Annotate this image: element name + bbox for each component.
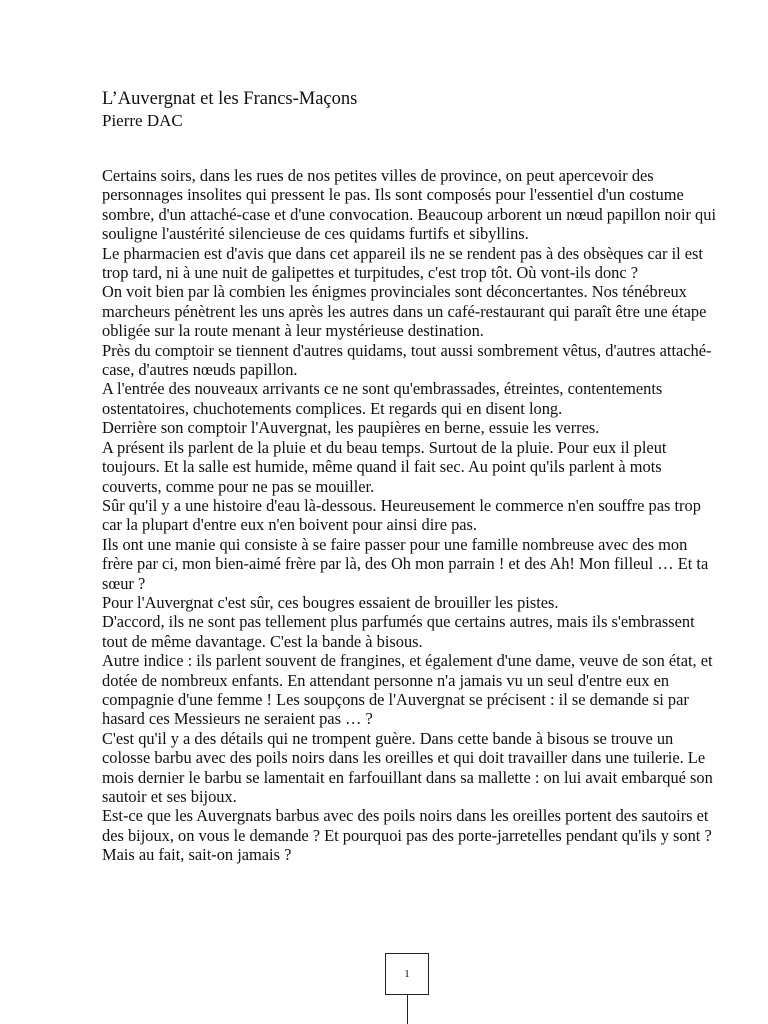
- paragraph: Autre indice : ils parlent souvent de frangines, et également d'une dame, veuve de son état, et dotée de nombreux enfants. En attendant personne n'a jamais vu un seul d'entre eux en compagnie d'une femme ! Les soupçons de l'Auvergnat se précisent : il se demande si par hasard ces Messieurs ne seraient pas … ?: [102, 651, 713, 729]
- paragraph: Derrière son comptoir l'Auvergnat, les paupières en berne, essuie les verres.: [102, 418, 600, 438]
- paragraph: A présent ils parlent de la pluie et du beau temps. Surtout de la pluie. Pour eux il pleut toujours. Et la salle est humide, même quand il fait sec. Au point qu'ils parlent à mots couverts, comme pour ne pas se mouiller.: [102, 437, 667, 496]
- paragraph: On voit bien par là combien les énigmes provinciales sont déconcertantes. Nos ténébreux marcheurs pénètrent les uns après les autres dans un café-restaurant qui paraît être une étape obligée sur la route menant à leur mystérieuse destination.: [102, 282, 707, 341]
- paragraph: Certains soirs, dans les rues de nos petites villes de province, on peut apercevoir des personnages insolites qui pressent le pas. Ils sont composés pour l'essentiel d'un costume sombre, d'un attaché-case et d'une convocation. Beaucoup arborent un nœud papillon noir qui souligne l'austérité silencieuse de ces quidams furtifs et sibyllins.: [102, 166, 716, 244]
- paragraph: C'est qu'il y a des détails qui ne trompent guère. Dans cette bande à bisous se trouve un colosse barbu avec des poils noirs dans les oreilles et qui doit travailler dans une tuilerie. Le mois dernier le barbu se lamentait en farfouillant dans sa mallette : on lui avait embarqué son sautoir et ses bijoux.: [102, 728, 713, 806]
- paragraph: D'accord, ils ne sont pas tellement plus parfumés que certains autres, mais ils s'embrassent tout de même davantage. C'est la bande à bisous.: [102, 612, 695, 651]
- paragraph: A l'entrée des nouveaux arrivants ce ne sont qu'embrassades, étreintes, contentements ostentatoires, chuchotements complices. Et regards qui en disent long.: [102, 379, 663, 418]
- paragraph: Près du comptoir se tiennent d'autres quidams, tout aussi sombrement vêtus, d'autres attaché-case, d'autres nœuds papillon.: [102, 340, 712, 380]
- paragraph: Pour l'Auvergnat c'est sûr, ces bougres essaient de brouiller les pistes.: [102, 592, 559, 612]
- document-author: Pierre DAC: [102, 111, 183, 130]
- document-title: L’Auvergnat et les Francs-Maçons: [102, 89, 358, 109]
- paragraph: Est-ce que les Auvergnats barbus avec des poils noirs dans les oreilles portent des sautoirs et des bijoux, on vous le demande ? Et pourquoi pas des porte-jarretelles pendant qu'ils y sont ? Mais au fait, sait-on jamais ?: [102, 806, 712, 865]
- page-number: 1: [404, 968, 410, 980]
- page-number-connector-line: [407, 995, 408, 1024]
- document-body: [102, 166, 722, 865]
- paragraph: Sûr qu'il y a une histoire d'eau là-dessous. Heureusement le commerce n'en souffre pas trop car la plupart d'entre eux n'en boivent pour ainsi dire pas.: [102, 495, 701, 535]
- page-number-box: [385, 953, 429, 995]
- paragraph: Ils ont une manie qui consiste à se faire passer pour une famille nombreuse avec des mon frère par ci, mon bien-aimé frère par là, des Oh mon parrain ! et des Ah! Mon filleul … Et ta sœur ?: [102, 534, 709, 593]
- paragraph: Le pharmacien est d'avis que dans cet appareil ils ne se rendent pas à des obsèques car il est trop tard, ni à une nuit de galipettes et turpitudes, c'est trop tôt. Où vont-ils donc ?: [102, 243, 703, 283]
- document-header: [102, 88, 722, 131]
